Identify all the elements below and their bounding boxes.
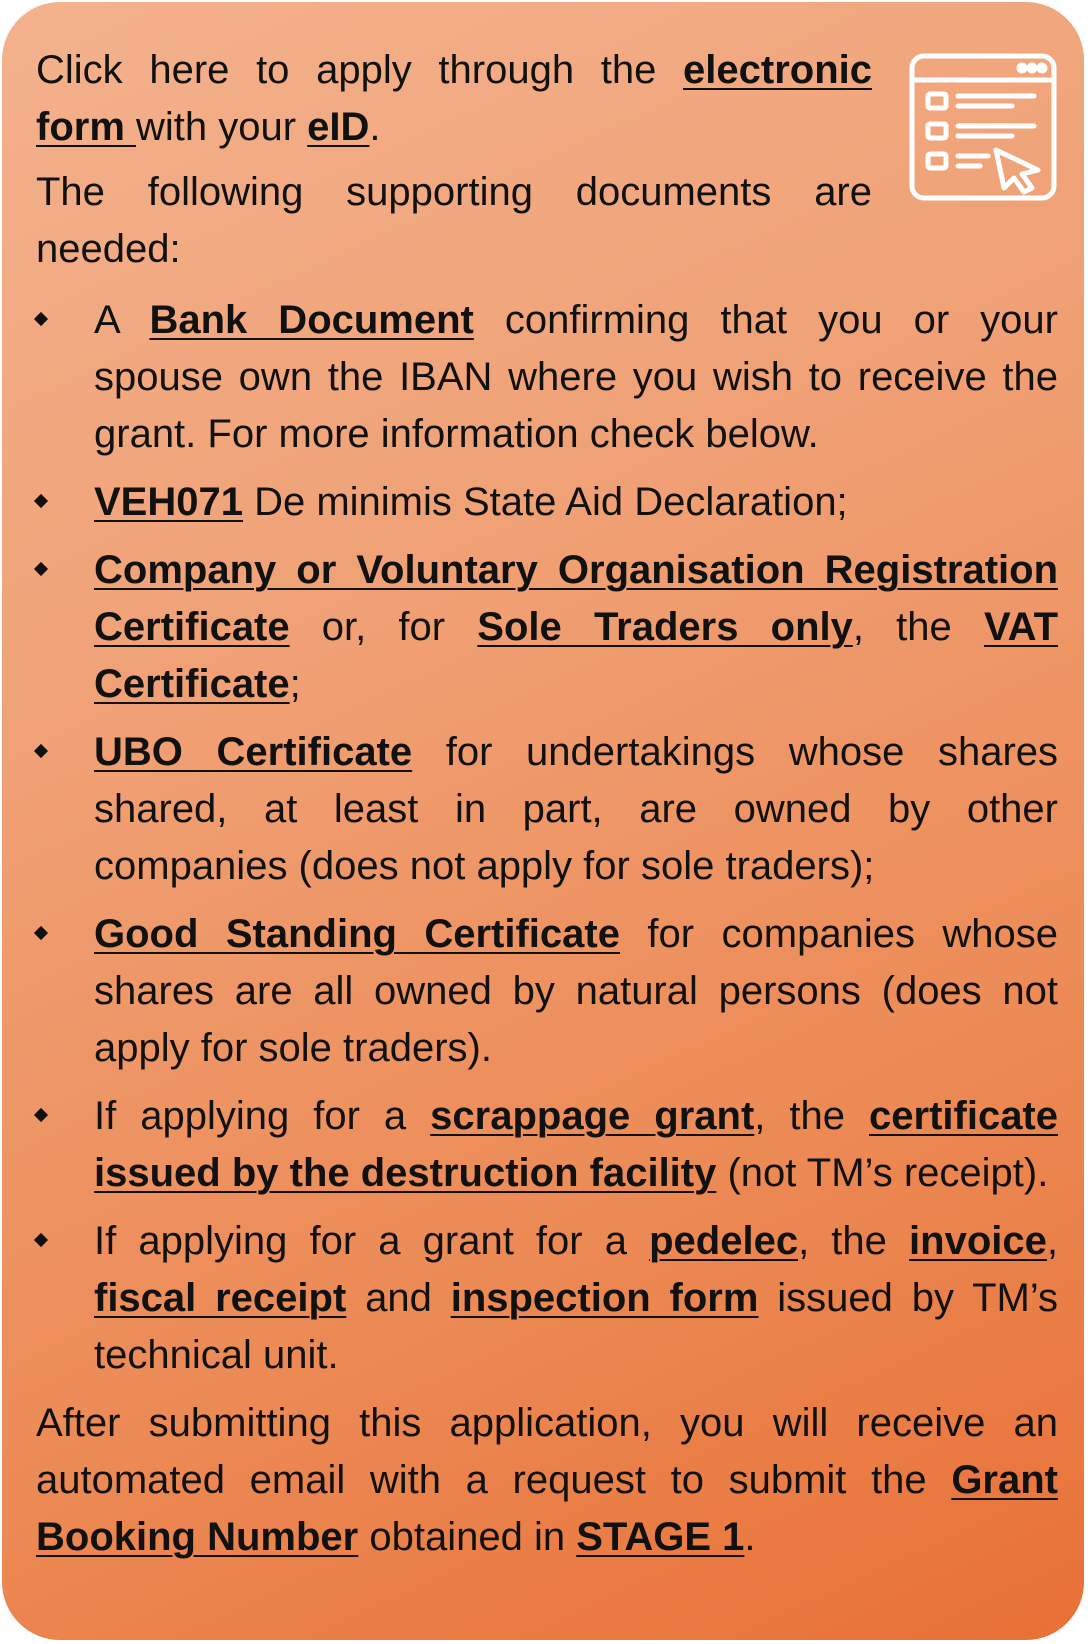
bullet-icon bbox=[34, 1108, 48, 1122]
list-item-good-standing bbox=[36, 906, 1058, 1077]
list-text: , the bbox=[798, 1219, 910, 1263]
scrappage-grant-link[interactable]: scrappage grant bbox=[430, 1094, 755, 1138]
veh071-link[interactable]: VEH071 bbox=[94, 480, 243, 524]
intro-text-end: . bbox=[369, 105, 381, 149]
outro-paragraph bbox=[36, 1395, 1058, 1566]
bank-document-link[interactable]: Bank Document bbox=[149, 298, 474, 342]
list-text: If applying for a grant for a bbox=[94, 1219, 650, 1263]
documents-list bbox=[36, 292, 1058, 1384]
eid-link[interactable]: eID bbox=[307, 105, 370, 149]
list-text: A bbox=[94, 298, 150, 342]
list-item-registration-certificate bbox=[36, 542, 1058, 713]
good-standing-link[interactable]: Good Standing Certificate bbox=[94, 912, 620, 956]
bullet-icon bbox=[34, 744, 48, 758]
info-card bbox=[2, 2, 1084, 1640]
list-text: , bbox=[1046, 1219, 1059, 1263]
grant-booking-number-link[interactable]: Grant Booking Number bbox=[36, 1458, 1058, 1559]
list-text: , the bbox=[852, 605, 984, 649]
outro-text-mid: obtained in bbox=[358, 1515, 577, 1559]
vat-certificate-link[interactable]: VAT Certificate bbox=[94, 605, 1058, 706]
needed-paragraph: The following supporting documents are needed: bbox=[36, 170, 872, 271]
intro-paragraph bbox=[36, 42, 872, 156]
main-content bbox=[36, 42, 1058, 1566]
registration-certificate-link[interactable]: Company or Voluntary Organisation Registration Certificate bbox=[94, 548, 1058, 649]
destruction-certificate-link[interactable]: certificate issued by the destruction facility bbox=[94, 1094, 1058, 1195]
list-text: De minimis State Aid Declaration; bbox=[242, 480, 848, 524]
intro-text-mid: with your bbox=[136, 105, 308, 149]
bullet-icon bbox=[34, 562, 48, 576]
list-item-veh071 bbox=[36, 474, 1058, 531]
ubo-certificate-link[interactable]: UBO Certificate bbox=[94, 730, 413, 774]
list-text: issued by TM’s technical unit. bbox=[94, 1276, 1059, 1377]
list-text: or, for bbox=[289, 605, 478, 649]
electronic-form-link[interactable]: electronic form bbox=[36, 48, 872, 149]
list-item-ubo-certificate bbox=[36, 724, 1058, 895]
list-text: ; bbox=[289, 662, 301, 706]
list-text: for undertakings whose shares shared, at least in part, are owned by other companies (does not apply for sole traders); bbox=[94, 730, 1059, 888]
bullet-icon bbox=[34, 1233, 48, 1247]
list-text: confirming that you or your spouse own the IBAN where you wish to receive the grant. For more information check below. bbox=[94, 298, 1058, 456]
list-text: for companies whose shares are all owned by natural persons (does not apply for sole traders). bbox=[94, 912, 1058, 1070]
stage-1-link[interactable]: STAGE 1 bbox=[576, 1515, 745, 1559]
list-text: and bbox=[346, 1276, 451, 1320]
outro-text-end: . bbox=[744, 1515, 756, 1559]
outro-text: After submitting this application, you will receive an automated email with a request to submit the bbox=[36, 1401, 1058, 1502]
list-item-pedelec bbox=[36, 1213, 1058, 1384]
intro-text: Click here to apply through the bbox=[36, 48, 684, 92]
list-text: If applying for a bbox=[94, 1094, 431, 1138]
list-text: (not TM’s receipt). bbox=[716, 1151, 1049, 1195]
list-item-scrappage bbox=[36, 1088, 1058, 1202]
invoice-link[interactable]: invoice bbox=[909, 1219, 1047, 1263]
pedelec-link[interactable]: pedelec bbox=[649, 1219, 799, 1263]
bullet-icon bbox=[34, 312, 48, 326]
fiscal-receipt-link[interactable]: fiscal receipt bbox=[94, 1276, 347, 1320]
list-item-bank-document bbox=[36, 292, 1058, 463]
list-text: , the bbox=[754, 1094, 870, 1138]
bullet-icon bbox=[34, 926, 48, 940]
sole-traders-link[interactable]: Sole Traders only bbox=[477, 605, 853, 649]
inspection-form-link[interactable]: inspection form bbox=[450, 1276, 759, 1320]
bullet-icon bbox=[34, 494, 48, 508]
